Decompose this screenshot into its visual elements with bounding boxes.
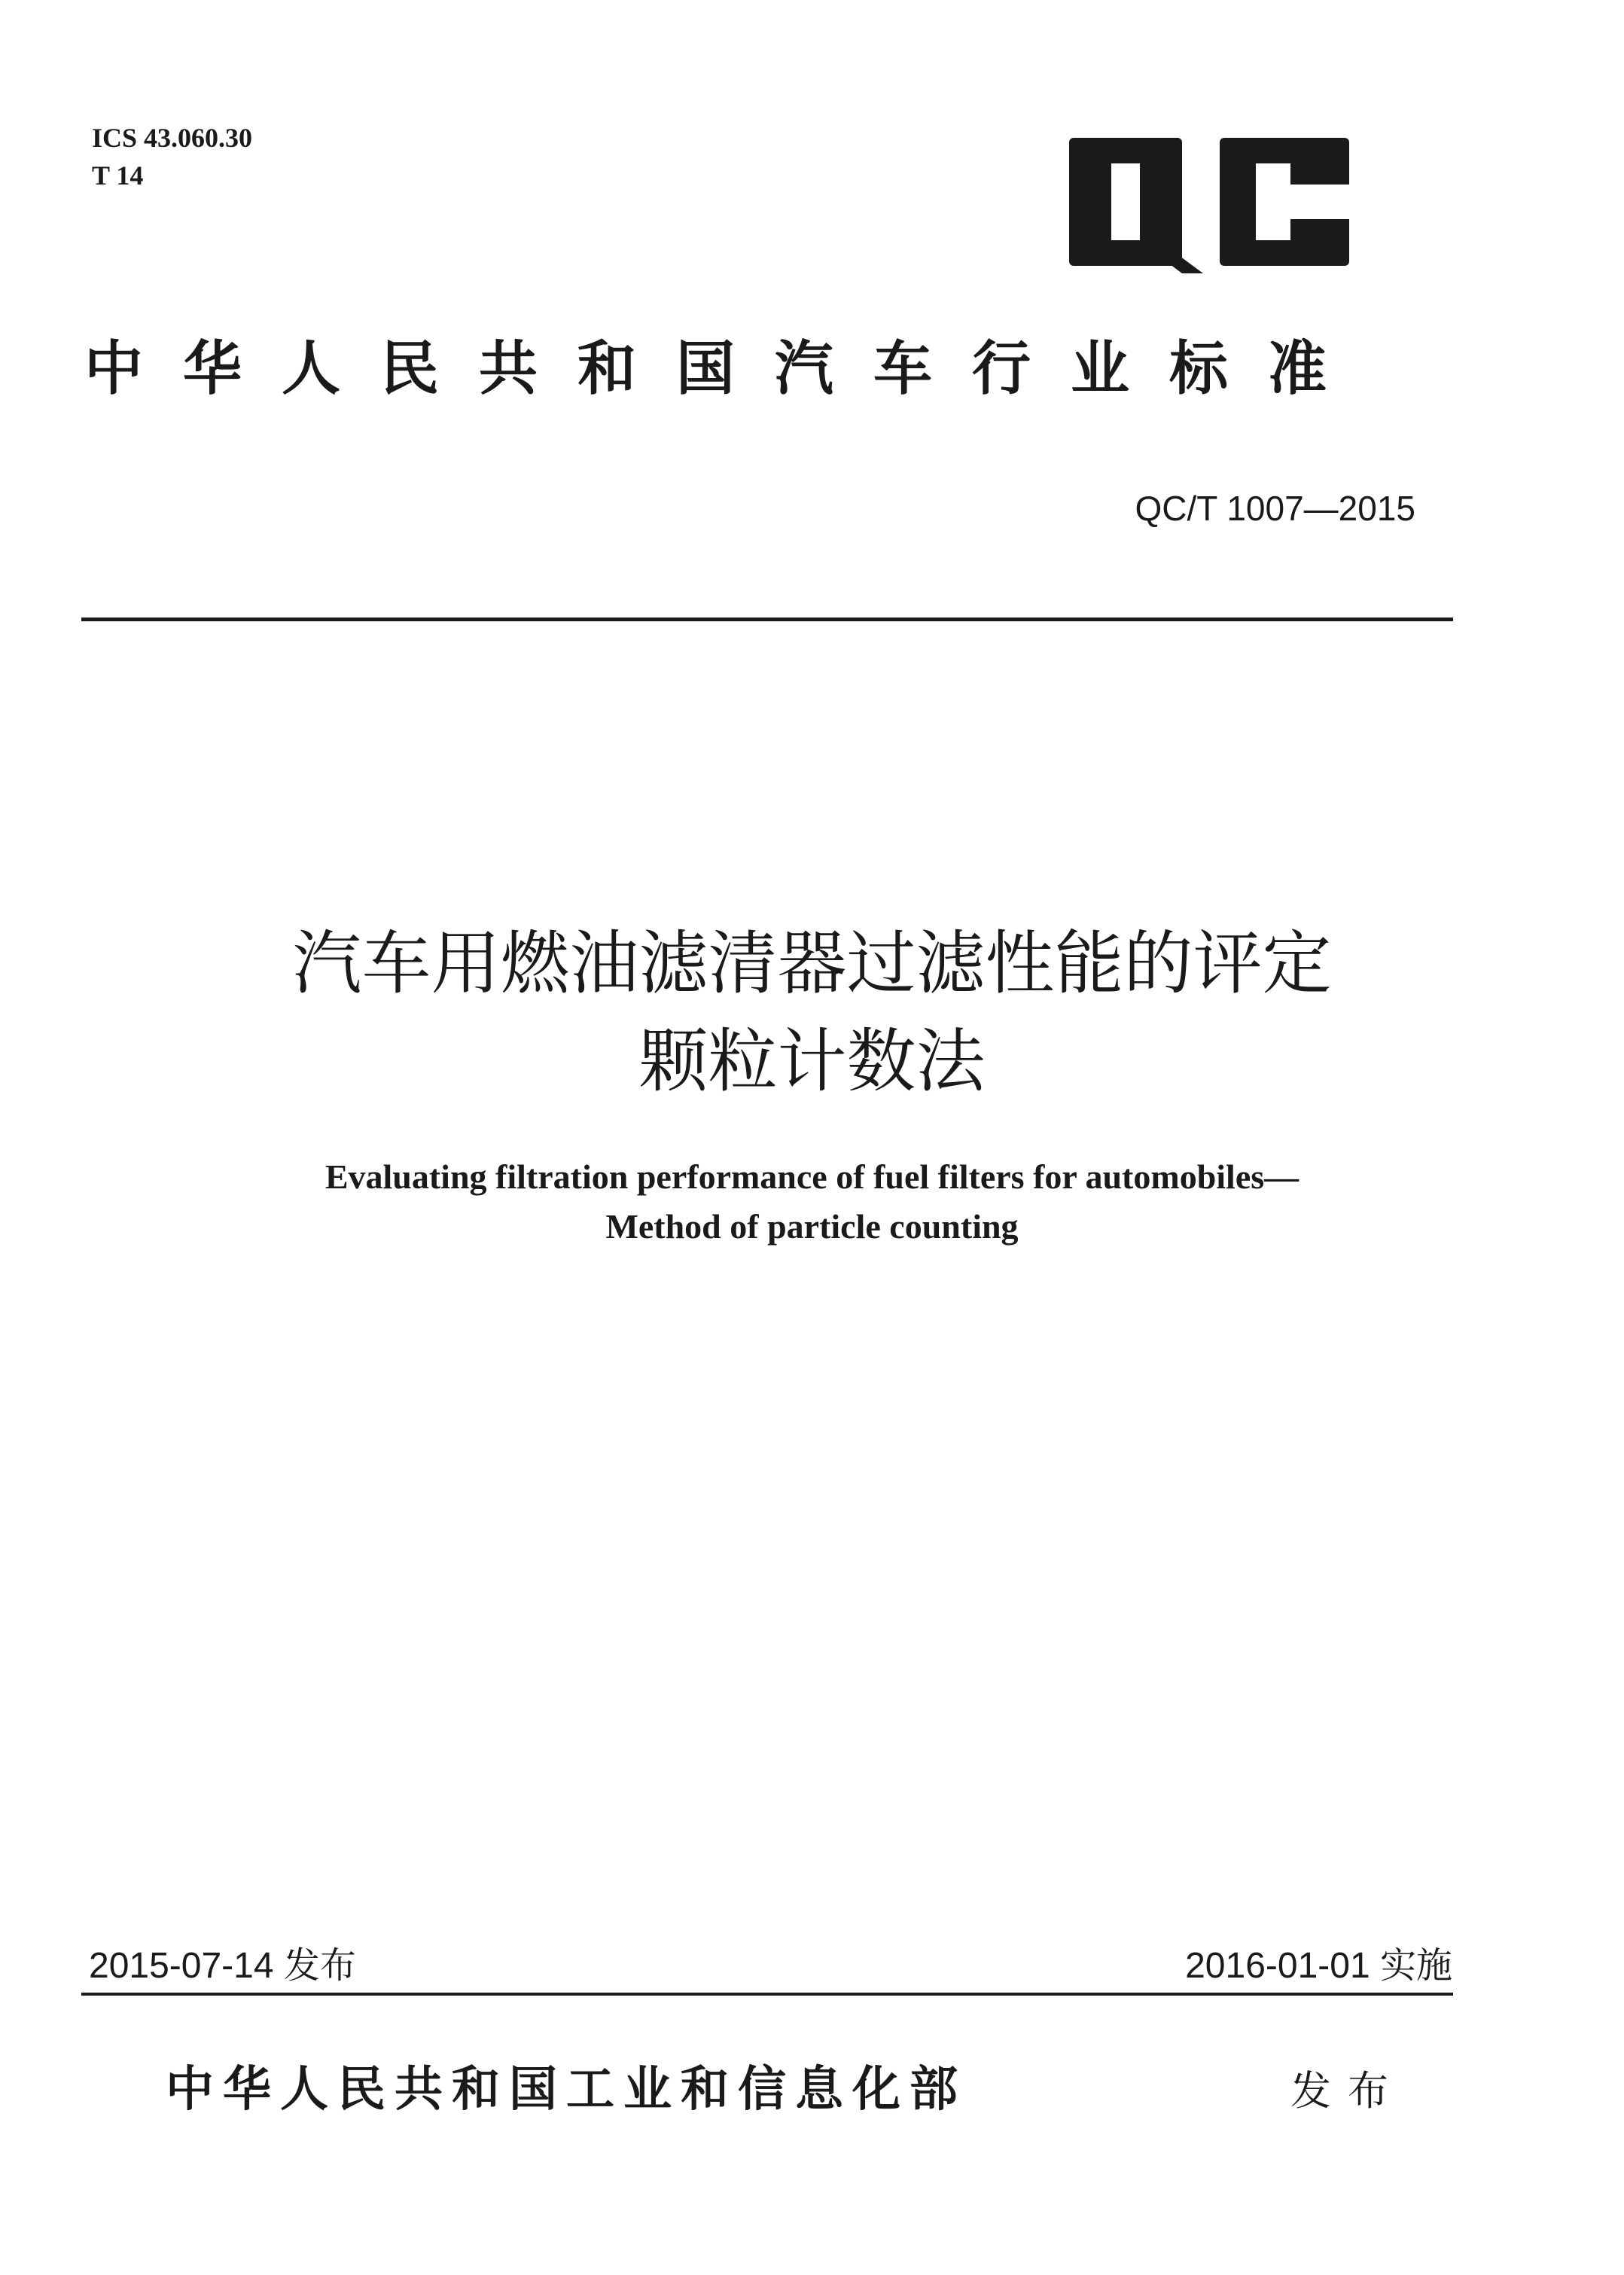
implementation-date	[1185, 1941, 1452, 1990]
standard-number: QC/T 1007—2015	[1135, 489, 1415, 528]
issue-date-label: 发布	[283, 1944, 356, 1987]
top-divider	[81, 618, 1453, 621]
bottom-divider	[81, 1993, 1453, 1996]
title-cn-line1: 汽车用燃油滤清器过滤性能的评定	[292, 923, 1332, 1004]
issuer-action: 发布	[1290, 2067, 1405, 2115]
issuer-name: 中华人民共和国工业和信息化部	[166, 2061, 967, 2118]
ics-block	[92, 119, 252, 194]
classification-code: T 14	[92, 160, 144, 191]
title-en-line2: Method of particle counting	[605, 1207, 1019, 1246]
issue-date	[89, 1941, 356, 1990]
standard-class-heading: 中华人民共和国汽车行业标准	[84, 334, 1367, 403]
issue-date-value: 2015-07-14	[89, 1946, 274, 1986]
implementation-date-value: 2016-01-01	[1185, 1946, 1370, 1986]
qc-logo	[1069, 138, 1349, 273]
implementation-date-label: 实施	[1379, 1944, 1452, 1987]
ics-code: ICS 43.060.30	[92, 123, 253, 153]
title-en-line1: Evaluating filtration performance of fuel filters for automobiles—	[324, 1157, 1300, 1196]
title-cn-line2: 颗粒计数法	[638, 1021, 986, 1102]
